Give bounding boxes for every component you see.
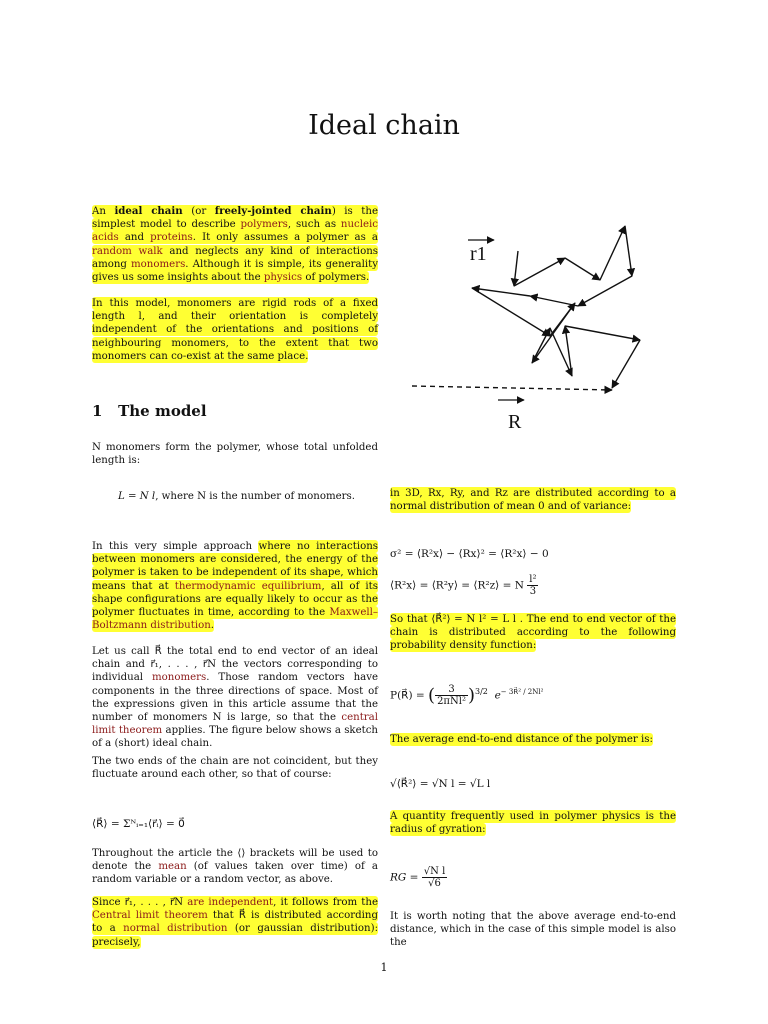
link-random-walk[interactable]: random walk bbox=[92, 245, 163, 257]
link-mean[interactable]: mean bbox=[158, 861, 187, 873]
ideal-chain-figure bbox=[400, 218, 680, 438]
link-normal-distribution[interactable]: normal distribution bbox=[123, 923, 228, 935]
equation-component-variance: ⟨R²x⟩ = ⟨R²y⟩ = ⟨R²z⟩ = N $\frac{\text{l²}}{3}$ bbox=[390, 574, 537, 597]
intro-paragraph-1: An ideal chain (or freely-jointed chain) is the simplest model to describe polymers, such as nucleic acids and proteins. It only assumes a polymer as a random walk and neglects any kind of interactions among monomers. Although it is simple, its generality gives us some insights about the physics of polymers. bbox=[92, 205, 378, 284]
page-number: 1 bbox=[380, 961, 388, 974]
equation-mean-zero: ⟨R⃗⟩ = Σᴺᵢ₌₁⟨r⃗ᵢ⟩ = 0⃗ bbox=[92, 818, 185, 830]
intro-paragraph-2: In this model, monomers are rigid rods of a fixed length l, and their orientation is completely independent of the orientations and positions of neighbouring monomers, to the extent that two monomers can co-exist at the same place. bbox=[92, 298, 378, 362]
equation-radius-of-gyration: RG = $\frac{\text{√N l}}{√6}$ bbox=[390, 866, 446, 889]
link-thermodynamic-equilibrium[interactable]: thermodynamic equilibrium bbox=[174, 580, 322, 592]
model-paragraph-4: The two ends of the chain are not coincident, but they fluctuate around each other, so that of course: bbox=[92, 756, 378, 781]
svg-text:r1: r1 bbox=[470, 243, 487, 265]
right-paragraph-3: The average end-to-end distance of the polymer is: bbox=[390, 734, 653, 745]
chain-segments bbox=[412, 226, 640, 390]
link-monomers[interactable]: monomers bbox=[131, 258, 186, 270]
link-maxwell-boltzmann[interactable]: Maxwell–Boltzmann distribution bbox=[92, 607, 378, 632]
page-title: Ideal chain bbox=[308, 110, 460, 141]
link-central-limit-theorem[interactable]: central limit theorem bbox=[92, 712, 378, 737]
link-central-limit-theorem-2[interactable]: Central limit theorem bbox=[92, 910, 208, 922]
model-paragraph-2: In this very simple approach where no interactions between monomers are considered, the energy of the polymer is taken to be independent of its shape, which means that at thermodynamic equilibrium, all of its shape configurations are equally likely to occur as the polymer fluctuates in time, according to the Maxwell–Boltzmann distribution. bbox=[92, 541, 379, 632]
link-nucleic-acids[interactable]: nucleic acids bbox=[92, 219, 378, 244]
right-paragraph-2: So that ⟨R⃗²⟩ = N l² = L l . The end to end vector of the chain is distributed according to the following probability density function: bbox=[390, 614, 676, 652]
link-polymers[interactable]: polymers bbox=[240, 219, 288, 231]
link-proteins[interactable]: proteins bbox=[150, 232, 193, 244]
R-label bbox=[498, 400, 524, 433]
link-physics[interactable]: physics bbox=[263, 272, 303, 284]
link-monomers-2[interactable]: monomers bbox=[151, 672, 207, 684]
model-paragraph-6: Since r⃗₁, . . . , r⃗N are independent, it follows from the Central limit theorem that R⃗ is distributed according to a normal distribution (or gaussian distribution): precisely, bbox=[92, 897, 379, 948]
equation-length: L = N l, where N is the number of monomers. bbox=[118, 491, 356, 502]
link-freely-jointed-chain[interactable]: freely-jointed chain bbox=[214, 205, 332, 217]
r1-label bbox=[468, 240, 494, 265]
right-paragraph-1: in 3D, Rx, Ry, and Rz are distributed according to a normal distribution of mean 0 and of variance: bbox=[390, 488, 676, 513]
model-paragraph-3: Let us call R⃗ the total end to end vector of an ideal chain and r⃗₁, . . . , r⃗N the vectors corresponding to individual monomers. Those random vectors have components in the three directions of space. Most of the expressions given in this article assume that the number of monomers N is large, so that the central limit theorem applies. The figure below shows a sketch of a (short) ideal chain. bbox=[92, 646, 379, 750]
svg-text:R: R bbox=[508, 411, 522, 433]
model-paragraph-5: Throughout the article the ⟨⟩ brackets will be used to denote the mean (of values taken over time) of a random variable or a random vector, as above. bbox=[92, 848, 379, 886]
equation-probability-density: P(R⃗) = ( $\frac{3}{\text{2πNl²}}$ )$^{3/2}$ $e^{- 3R⃗^2 / 2Nl^2}$ bbox=[390, 684, 544, 707]
link-ideal-chain[interactable]: ideal chain bbox=[114, 205, 183, 217]
right-paragraph-5: It is worth noting that the above average end-to-end distance, which in the case of this simple model is also the bbox=[390, 911, 676, 949]
right-paragraph-4: A quantity frequently used in polymer physics is the radius of gyration: bbox=[390, 811, 676, 836]
model-paragraph-1: N monomers form the polymer, whose total unfolded length is: bbox=[92, 442, 378, 467]
equation-variance: σ² = ⟨R²x⟩ − ⟨Rx⟩² = ⟨R²x⟩ − 0 bbox=[390, 548, 549, 560]
link-independent[interactable]: are independent bbox=[187, 897, 274, 908]
section-heading: 1 The model bbox=[92, 402, 207, 420]
equation-rms-distance: √⟨R⃗²⟩ = √N l = √L l bbox=[390, 778, 491, 790]
